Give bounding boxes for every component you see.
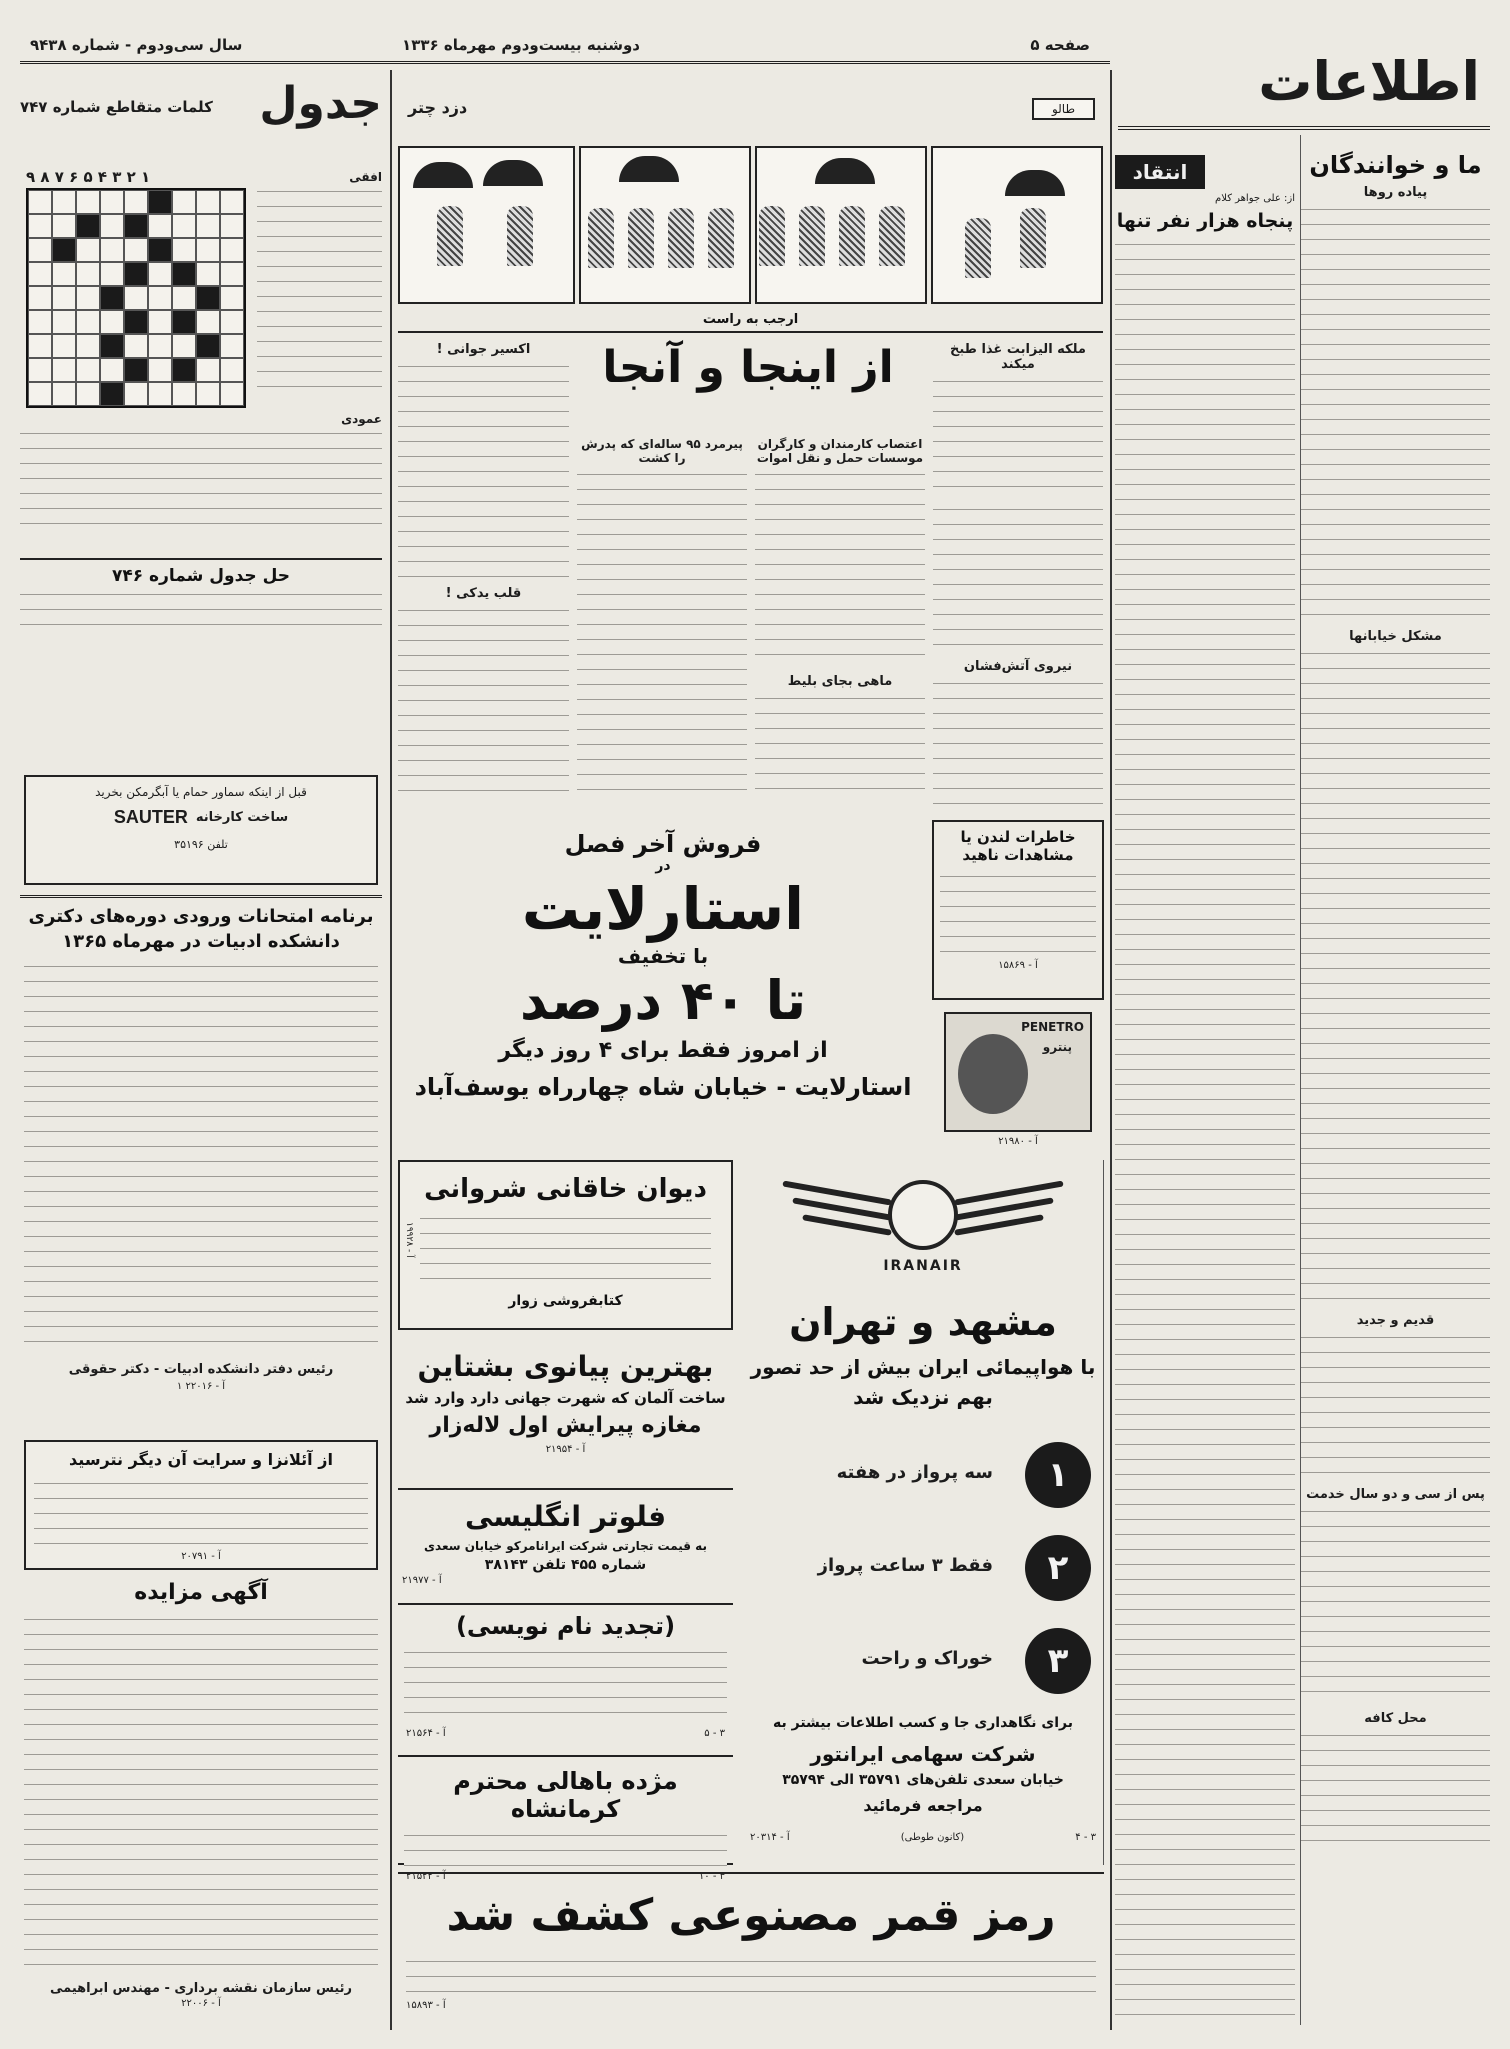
figure-graphic — [668, 208, 694, 268]
aeolian-body-text — [34, 1477, 368, 1547]
cartoon-panel-4 — [398, 146, 575, 304]
readers-body-text — [1301, 1331, 1490, 1481]
crossword-cell — [124, 358, 148, 382]
face-graphic — [958, 1034, 1028, 1114]
divan-publisher: کتابفروشی زوار — [508, 1293, 623, 1309]
news-headline: اکسیر جوانی ! — [436, 342, 531, 357]
figure-graphic — [879, 206, 905, 266]
crossword-cell — [148, 334, 172, 358]
readers-subhead: قدیم و جدید — [1356, 1313, 1435, 1328]
memoirs-body-text — [940, 870, 1096, 960]
satellite-section — [398, 1872, 1104, 2032]
memoirs-box — [932, 820, 1104, 1000]
crossword-cell — [100, 214, 124, 238]
crossword-cell — [52, 358, 76, 382]
crossword-cell — [148, 310, 172, 334]
crossword-cell — [172, 358, 196, 382]
crossword-cell — [148, 286, 172, 310]
crossword-title: جدول — [259, 78, 382, 129]
column-rule — [390, 70, 392, 2030]
iranair-cta: مراجعه فرمائید — [863, 1796, 983, 1815]
penetro-ad — [932, 1008, 1104, 1158]
cartoon-strip — [398, 98, 1103, 310]
news-body-text — [755, 468, 925, 668]
here-and-there-title: از اینجا و آنجا — [602, 342, 894, 393]
crossword-solution-text — [20, 588, 382, 633]
auction-signature: رئیس سازمان نقشه برداری - مهندس ابراهیمی — [49, 1981, 353, 1996]
cartoon-title-right: طالو — [1032, 98, 1095, 120]
crossword-cell — [220, 358, 244, 382]
horizontal-label: افقی — [349, 170, 382, 184]
iranair-ref: ۳ - ۴ — [1075, 1832, 1096, 1843]
kermanshah-title: مژده باهالی محترم کرمانشاه — [453, 1767, 678, 1823]
penetro-illustration — [944, 1012, 1092, 1132]
auction-body-text — [24, 1613, 378, 1973]
news-column — [398, 336, 569, 816]
crossword-cell — [28, 262, 52, 286]
readers-body-text — [1301, 1505, 1490, 1705]
crossword-cell — [196, 382, 220, 406]
readers-body-text — [1301, 203, 1490, 623]
crossword-cell — [124, 286, 148, 310]
sauter-line: ساخت کارخانه — [195, 810, 289, 825]
crossword-cell — [28, 310, 52, 334]
crossword-cell — [100, 358, 124, 382]
crossword-cell — [28, 358, 52, 382]
iranair-subtitle: بهم نزدیک شد — [853, 1385, 993, 1409]
cartoon-panel-1 — [931, 146, 1103, 304]
iranair-ad — [742, 1160, 1104, 1865]
news-headline: قلب یدکی ! — [445, 586, 522, 601]
crossword-cell — [28, 286, 52, 310]
flute-ad — [398, 1500, 733, 1605]
figure-graphic — [1020, 208, 1046, 268]
crossword-cell — [148, 238, 172, 262]
crossword-cell — [172, 286, 196, 310]
crossword-cell — [220, 238, 244, 262]
news-headline: ماهی بجای بلیط — [787, 674, 893, 689]
news-column — [577, 431, 747, 816]
crossword-cell — [148, 262, 172, 286]
feature-number-3: ۳ — [1025, 1628, 1091, 1694]
news-column — [755, 431, 925, 816]
crossword-cell — [52, 238, 76, 262]
column-rule — [1110, 70, 1112, 2030]
crossword-cell — [148, 382, 172, 406]
rename-ad — [398, 1612, 733, 1757]
piano-ad — [398, 1340, 733, 1490]
penetro-fa: پنترو — [1042, 1040, 1072, 1054]
iranair-logo-text: IRANAIR — [883, 1258, 963, 1274]
crossword-cell — [100, 310, 124, 334]
iranair-phones: خیابان سعدی تلفن‌های ۳۵۷۹۱ الی ۳۵۷۹۴ — [782, 1772, 1064, 1788]
cartoon-panels — [398, 146, 1103, 304]
news-body-text — [398, 604, 569, 804]
readers-subhead: پس از سی و دو سال خدمت — [1306, 1487, 1485, 1502]
crossword-subtitle: کلمات متقاطع شماره ۷۴۷ — [20, 98, 213, 116]
crossword-cell — [124, 214, 148, 238]
iranair-subtitle: با هواپیمائی ایران بیش از حد تصور — [750, 1355, 1096, 1379]
crossword-clue-text — [257, 185, 382, 395]
cartoon-caption: ارجب به راست — [398, 312, 1103, 333]
crossword-clues — [257, 166, 382, 395]
starlight-discount: تا ۴۰ درصد — [519, 969, 807, 1032]
crossword-cell — [196, 310, 220, 334]
figure-graphic — [507, 206, 533, 266]
flute-phone: شماره ۴۵۵ تلفن ۳۸۱۴۳ — [484, 1557, 647, 1573]
aeolian-ref: آ - ۲۰۷۹۱ — [181, 1551, 221, 1562]
piano-title: بهترین پیانوی بشتاین — [417, 1350, 714, 1383]
kermanshah-body-text — [404, 1829, 727, 1869]
piano-ref: آ - ۲۱۹۵۴ — [545, 1444, 586, 1455]
crossword-cell — [196, 238, 220, 262]
critique-column — [1115, 135, 1295, 2025]
crossword-cell — [172, 214, 196, 238]
figure-graphic — [799, 206, 825, 266]
crossword-cell — [76, 334, 100, 358]
readers-body-text — [1301, 647, 1490, 1307]
exam-subtitle: دانشکده ادبیات در مهرماه ۱۳۶۵ — [62, 931, 340, 952]
figure-graphic — [628, 208, 654, 268]
crossword-cell — [76, 214, 100, 238]
news-body-text — [933, 677, 1103, 807]
sauter-brand: SAUTER — [113, 807, 188, 827]
kermanshah-ref: ۳ - ۱۰ — [698, 1871, 725, 1882]
iranair-logo — [782, 1170, 1064, 1290]
divan-ad — [398, 1160, 733, 1330]
aeolian-ad — [24, 1440, 378, 1570]
sauter-line: قبل از اینکه سماور حمام یا آبگرمکن بخرید — [95, 785, 307, 799]
crossword-cell — [148, 358, 172, 382]
crossword-cell — [172, 382, 196, 406]
figure-graphic — [839, 206, 865, 266]
readers-subhead: محل کافه — [1364, 1711, 1427, 1726]
crossword-cell — [172, 334, 196, 358]
iranair-title: مشهد و تهران — [789, 1300, 1057, 1344]
memoirs-title: خاطرات لندن یا — [960, 828, 1076, 846]
iranair-contact: برای نگاهداری جا و کسب اطلاعات بیشتر به — [772, 1715, 1073, 1731]
crossword-cell — [28, 214, 52, 238]
page-header-strip — [20, 30, 1110, 64]
crossword-cell — [148, 190, 172, 214]
crossword-cell — [100, 382, 124, 406]
umbrella-graphic — [815, 158, 875, 184]
crossword-cell — [196, 286, 220, 310]
crossword-cell — [220, 214, 244, 238]
crossword-cell — [220, 382, 244, 406]
critique-byline: از: علی جواهر کلام — [1215, 193, 1295, 204]
crossword-cell — [196, 262, 220, 286]
divan-ref: آ - ۱۹۹۲۸ — [404, 1222, 414, 1258]
crossword-cell — [76, 262, 100, 286]
crossword-cell — [172, 310, 196, 334]
crossword-section — [20, 78, 382, 633]
news-body-text — [933, 503, 1103, 653]
penetro-ref: آ - ۲۱۹۸۰ — [998, 1136, 1038, 1147]
news-body-text — [398, 360, 569, 580]
starlight-in: در — [655, 858, 671, 874]
crossword-cell — [172, 238, 196, 262]
crossword-cell — [124, 334, 148, 358]
crossword-cell — [196, 358, 220, 382]
critique-title: پنجاه هزار نفر تنها — [1116, 210, 1294, 232]
exam-title: برنامه امتحانات ورودی دوره‌های دکتری — [28, 906, 374, 927]
feature-text-3: خوراک و راحت — [861, 1648, 993, 1669]
satellite-ref: آ - ۱۵۸۹۳ — [406, 2000, 446, 2011]
crossword-cell — [100, 334, 124, 358]
crossword-cell — [52, 334, 76, 358]
crossword-cell — [100, 286, 124, 310]
penetro-latin: PENETRO — [1021, 1020, 1084, 1034]
readers-subhead: پیاده روها — [1363, 185, 1428, 200]
critique-label: انتقاد — [1115, 155, 1205, 189]
crossword-cell — [124, 262, 148, 286]
starlight-duration: از امروز فقط برای ۴ روز دیگر — [498, 1038, 828, 1063]
exam-ref: آ - ۲۲۰۱۶ ۱ — [176, 1381, 226, 1392]
sauter-brand-row — [26, 807, 376, 828]
crossword-cell — [52, 310, 76, 334]
cartoon-panel-2 — [755, 146, 927, 304]
date-line: دوشنبه بیست‌ودوم مهرماه ۱۳۳۶ — [402, 36, 640, 54]
rename-body-text — [404, 1646, 727, 1726]
crossword-clue-text — [20, 427, 382, 532]
crossword-cell — [52, 286, 76, 310]
piano-line: ساخت آلمان که شهرت جهانی دارد وارد شد — [405, 1389, 726, 1407]
crossword-cell — [76, 238, 100, 262]
crossword-cell — [196, 334, 220, 358]
auction-section — [20, 1580, 382, 2025]
umbrella-graphic — [413, 162, 473, 188]
crossword-cell — [28, 190, 52, 214]
crossword-cell — [124, 310, 148, 334]
cartoon-panel-3 — [579, 146, 751, 304]
crossword-cell — [172, 262, 196, 286]
flute-ref: آ - ۲۱۹۷۷ — [402, 1575, 442, 1586]
iranair-company: شرکت سهامی ایرانتور — [810, 1742, 1036, 1766]
news-headline: اعتصاب کارمندان و کارگران موسسات حمل و نقل اموات — [756, 437, 924, 465]
figure-graphic — [759, 206, 785, 266]
kermanshah-ad — [398, 1765, 733, 1882]
vertical-label: عمودی — [341, 412, 382, 426]
crossword-cell — [28, 334, 52, 358]
crossword-solution-title: حل جدول شماره ۷۴۶ — [20, 558, 382, 586]
right-columns — [1115, 135, 1490, 2025]
feature-text-1: سه پرواز در هفته — [836, 1462, 993, 1483]
news-headline: پیرمرد ۹۵ ساله‌ای که پدرش را کشت — [581, 437, 743, 465]
news-body-text — [577, 468, 747, 798]
masthead — [1118, 50, 1490, 130]
sauter-ad — [24, 775, 378, 885]
here-and-there-section — [398, 336, 1103, 816]
crossword-cell — [220, 190, 244, 214]
auction-ref: آ - ۲۲۰۰۶ — [181, 1998, 221, 2009]
crossword-cell — [220, 262, 244, 286]
crossword-cell — [52, 190, 76, 214]
crossword-digits: ۹ ۸ ۷ ۶ ۵ ۴ ۳ ۲ ۱ — [26, 168, 151, 186]
news-column — [933, 336, 1103, 816]
aeolian-title: از آئلانزا و سرایت آن دیگر نترسید — [69, 1450, 333, 1469]
crossword-cell — [196, 190, 220, 214]
crossword-cell — [124, 238, 148, 262]
cartoon-title-left: دزد چتر — [408, 98, 468, 117]
readers-body-text — [1301, 1729, 1490, 1849]
rename-ref: ۳ - ۵ — [704, 1728, 725, 1739]
crossword-cell — [52, 214, 76, 238]
exam-program — [20, 895, 382, 1430]
crossword-cell — [196, 214, 220, 238]
readers-subhead: مشکل خیابانها — [1349, 629, 1442, 644]
readers-title: ما و خوانندگان — [1309, 151, 1482, 179]
starlight-top: فروش آخر فصل — [564, 830, 762, 858]
starlight-discount-label: با تخفیف — [617, 944, 709, 968]
crossword-cell — [220, 310, 244, 334]
crossword-cell — [76, 382, 100, 406]
exam-signature: رئیس دفتر دانشکده ادبیات - دکتر حقوقی — [68, 1362, 334, 1377]
satellite-headline: رمز قمر مصنوعی کشف شد — [446, 1890, 1056, 1941]
figure-graphic — [965, 218, 991, 278]
memoirs-subtitle: مشاهدات ناهید — [962, 846, 1074, 864]
rename-ref: آ - ۲۱۵۶۴ — [406, 1728, 446, 1739]
crossword-cell — [124, 190, 148, 214]
flute-title: فلوتر انگلیسی — [464, 1500, 667, 1533]
news-body-text — [755, 692, 925, 802]
crossword-cell — [76, 190, 100, 214]
logo-disc — [888, 1180, 958, 1250]
kermanshah-ref: آ - ۲۱۵۲۲ — [406, 1871, 446, 1882]
crossword-cell — [220, 334, 244, 358]
rename-title: (تجدید نام نویسی) — [455, 1612, 676, 1640]
umbrella-graphic — [619, 156, 679, 182]
news-headline: نیروی آتش‌فشان — [963, 659, 1073, 674]
iranair-refs — [742, 1832, 1104, 1843]
iranair-ref: آ - ۲۰۳۱۴ — [750, 1832, 790, 1843]
figure-graphic — [437, 206, 463, 266]
memoirs-ref: آ - ۱۵۸۶۹ — [998, 960, 1038, 971]
auction-title: آگهی مزایده — [134, 1580, 268, 1605]
starlight-address: استارلایت - خیابان شاه چهارراه یوسف‌آباد — [414, 1073, 912, 1101]
crossword-cell — [52, 382, 76, 406]
crossword-cell — [100, 238, 124, 262]
sauter-phone: تلفن ۳۵۱۹۶ — [174, 838, 228, 851]
umbrella-graphic — [1005, 170, 1065, 196]
issue-line: سال سی‌ودوم - شماره ۹۴۳۸ — [30, 36, 243, 54]
crossword-cell — [76, 286, 100, 310]
crossword-grid — [26, 188, 246, 408]
exam-body-text — [24, 960, 378, 1350]
starlight-name: استارلایت — [521, 875, 805, 943]
feature-number-2: ۲ — [1025, 1535, 1091, 1601]
feature-text-2: فقط ۳ ساعت پرواز — [817, 1555, 993, 1576]
news-headline: ملکه الیزابت غذا طبخ میکند — [950, 342, 1086, 372]
crossword-cell — [124, 382, 148, 406]
crossword-vertical-clues — [20, 408, 382, 532]
rename-refs — [398, 1726, 733, 1741]
news-body-text — [933, 375, 1103, 495]
crossword-cell — [100, 190, 124, 214]
critique-body-text — [1115, 238, 1295, 2018]
feature-number-1: ۱ — [1025, 1442, 1091, 1508]
crossword-cell — [76, 358, 100, 382]
piano-line: مغازه پیرایش اول لاله‌زار — [429, 1413, 702, 1438]
umbrella-graphic — [483, 160, 543, 186]
satellite-body-text — [406, 1955, 1096, 2000]
starlight-ad — [398, 820, 928, 1150]
figure-graphic — [588, 208, 614, 268]
crossword-cell — [148, 214, 172, 238]
divan-title: دیوان خاقانی شروانی — [424, 1174, 707, 1204]
flute-line: به قیمت تجارتی شرکت ایرانامرکو خیابان سعدی — [424, 1539, 707, 1553]
figure-graphic — [708, 208, 734, 268]
crossword-cell — [100, 262, 124, 286]
page-number-label: صفحه ۵ — [1030, 36, 1090, 54]
masthead-title: اطلاعات — [1258, 50, 1480, 113]
crossword-cell — [172, 190, 196, 214]
divan-body-text — [420, 1212, 711, 1287]
crossword-cell — [28, 238, 52, 262]
readers-column — [1300, 135, 1490, 2025]
crossword-cell — [220, 286, 244, 310]
crossword-cell — [52, 262, 76, 286]
crossword-cell — [76, 310, 100, 334]
iranair-ref: (کانون طوطی) — [900, 1832, 965, 1843]
crossword-cell — [28, 382, 52, 406]
